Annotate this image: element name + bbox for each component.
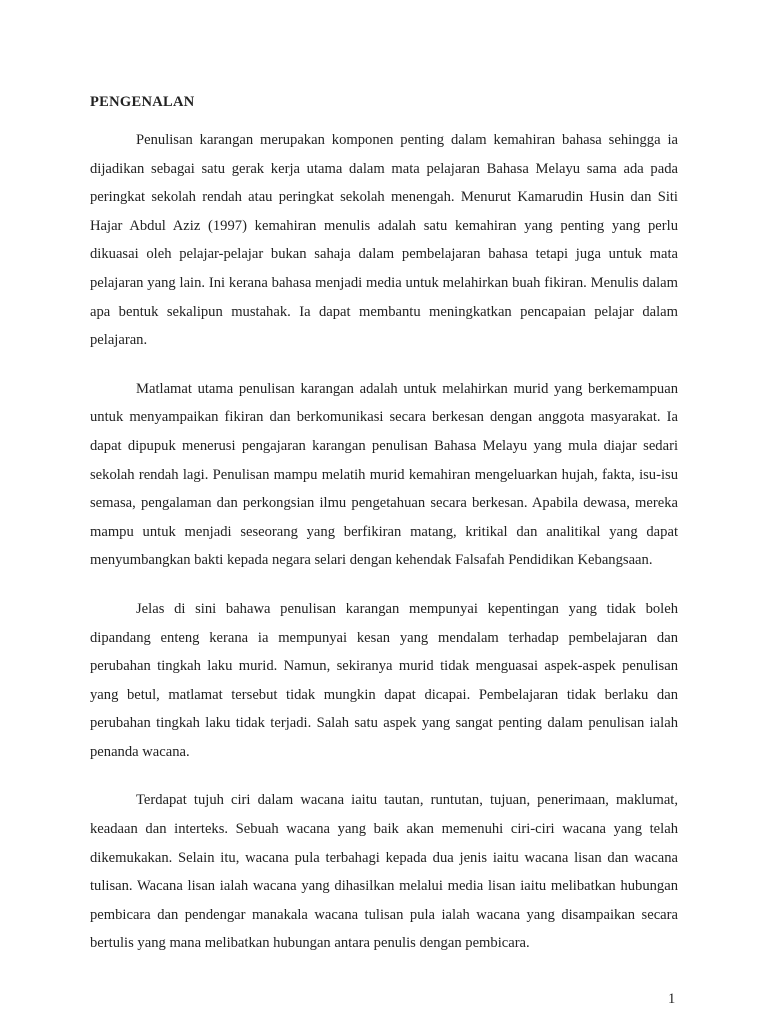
paragraph-2: Matlamat utama penulisan karangan adalah untuk melahirkan murid yang berkemampuan untuk menyampaikan fikiran dan berkomunikasi secara berkesan dengan anggota masyarakat. Ia dapat dipupuk menerusi pengajaran karangan penulisan Bahasa Melayu yang mula diajar sedari sekolah rendah lagi. Penulisan mampu melatih murid kemahiran mengeluarkan hujah, fakta, isu-isu semasa, pengalaman dan perkongsian ilmu pengetahuan secara berkesan. Apabila dewasa, mereka mampu untuk menjadi seseorang yang berfikiran matang, kritikal dan analitikal yang dapat menyumbangkan bakti kepada negara selari dengan kehendak Falsafah Pendidikan Kebangsaan. xyxy=(90,380,678,569)
paragraph-1: Penulisan karangan merupakan komponen penting dalam kemahiran bahasa sehingga ia dijadikan sebagai satu gerak kerja utama dalam mata pelajaran Bahasa Melayu sama ada pada peringkat sekolah rendah atau peringkat sekolah menengah. Menurut Kamarudin Husin dan Siti Hajar Abdul Aziz (1997) kemahiran menulis adalah satu kemahiran yang penting yang perlu dikuasai oleh pelajar-pelajar bukan sahaja dalam pembelajaran bahasa tetapi juga untuk mata pelajaran yang lain. Ini kerana bahasa menjadi media untuk melahirkan buah fikiran. Menulis dalam apa bentuk sekalipun mustahak. Ia dapat membantu meningkatkan pencapaian pelajar dalam pelajaran. xyxy=(90,132,678,349)
paragraph-3: Jelas di sini bahawa penulisan karangan mempunyai kepentingan yang tidak boleh dipandang enteng kerana ia mempunyai kesan yang mendalam terhadap pembelajaran dan perubahan tingkah laku murid. Namun, sekiranya murid tidak menguasai aspek-aspek penulisan yang betul, matlamat tersebut tidak mungkin dapat dicapai. Pembelajaran tidak berlaku dan perubahan tingkah laku tidak terjadi. Salah satu aspek yang sangat penting dalam penulisan ialah penanda wacana. xyxy=(90,600,678,760)
section-heading: PENGENALAN xyxy=(90,94,195,110)
document-body xyxy=(90,92,678,978)
paragraph-4: Terdapat tujuh ciri dalam wacana iaitu tautan, runtutan, tujuan, penerimaan, maklumat, keadaan dan interteks. Sebuah wacana yang baik akan memenuhi ciri-ciri wacana yang telah dikemukakan. Selain itu, wacana pula terbahagi kepada dua jenis iaitu wacana lisan dan wacana tulisan. Wacana lisan ialah wacana yang dihasilkan melalui media lisan iaitu melibatkan hubungan pembicara dan pendengar manakala wacana tulisan pula ialah wacana yang disampaikan secara bertulis yang mana melibatkan hubungan antara penulis dengan pembicara. xyxy=(90,792,678,952)
page-number: 1 xyxy=(668,991,676,1007)
